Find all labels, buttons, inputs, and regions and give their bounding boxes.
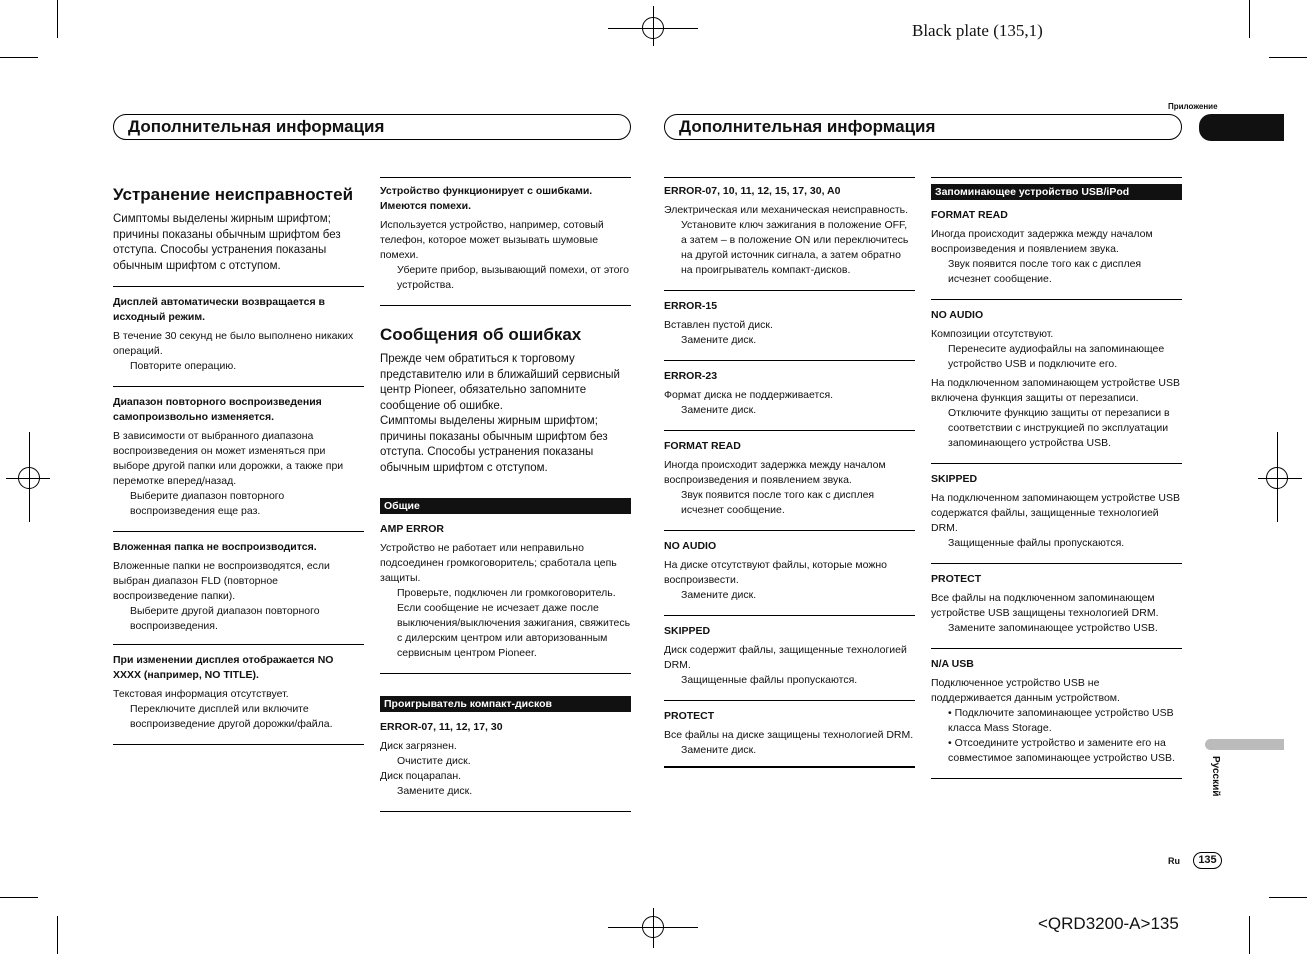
cause: Текстовая информация отсутствует.	[113, 688, 289, 700]
error-code: FORMAT READ	[664, 440, 741, 452]
action: Замените диск.	[681, 589, 757, 601]
crop-mark	[653, 908, 654, 948]
crop-mark	[0, 897, 38, 898]
error-code: NO AUDIO	[664, 540, 717, 552]
intro-text: Симптомы выделены жирным шрифтом; причины показаны обычным шрифтом без отступа. Способы устранения показаны обычным шрифтом с отступом.	[380, 415, 608, 474]
column-errors	[380, 177, 631, 820]
crop-mark	[6, 478, 50, 479]
action: Проверьте, подключен ли громкоговоритель. Если сообщение не исчезает даже после выключения/выключения зажигания, свяжитесь с дилерским центром или авторизованным сервисным центром Pioneer.	[397, 587, 631, 659]
action: Отключите функцию защиты от перезаписи в соответствии с инструкцией по эксплуатации запоминающего устройства USB.	[948, 407, 1170, 449]
symptom: Дисплей автоматически возвращается в исходный режим.	[113, 296, 326, 323]
action: Замените диск.	[397, 785, 473, 797]
chapter-tab	[1199, 114, 1284, 141]
cause: Вложенные папки не воспроизводятся, если выбран диапазон FLD (повторное воспроизведение папки).	[113, 560, 330, 602]
action: Повторите операцию.	[130, 360, 237, 372]
error-code: N/A USB	[931, 658, 974, 670]
action: Защищенные файлы пропускаются.	[948, 537, 1125, 549]
symptom: Диапазон повторного воспроизведения самопроизвольно изменяется.	[113, 396, 322, 423]
header-right: Дополнительная информация	[664, 114, 1182, 140]
cause: Диск содержит файлы, защищенные технологией DRM.	[664, 644, 907, 671]
action: Установите ключ зажигания в положение OFF, а затем – в положение ON или переключитесь на другой источник сигнала, а затем обратно на проигрыватель компакт-дисков.	[681, 219, 909, 276]
action: Выберите диапазон повторного воспроизведения еще раз.	[130, 490, 285, 517]
cause: Диск поцарапан.	[380, 770, 462, 782]
crop-mark	[1249, 916, 1250, 954]
error-code: PROTECT	[664, 710, 715, 722]
cause: Иногда происходит задержка между началом воспроизведения и появлением звука.	[931, 228, 1153, 255]
action: Замените диск.	[681, 334, 757, 346]
error-code: ERROR-07, 10, 11, 12, 15, 17, 30, A0	[664, 185, 841, 197]
error-code: SKIPPED	[664, 625, 711, 637]
cause: Подключенное устройство USB не поддерживается данным устройством.	[931, 677, 1120, 704]
cause: Электрическая или механическая неисправность.	[664, 204, 909, 216]
crop-mark	[57, 916, 58, 954]
crop-mark	[0, 57, 38, 58]
cause: На подключенном запоминающем устройстве USB содержатся файлы, защищенные технологией DRM.	[931, 492, 1181, 534]
subsection-bar: Проигрыватель компакт-дисков	[380, 696, 631, 712]
cause: Все файлы на подключенном запоминающем устройстве USB защищены технологией DRM.	[931, 592, 1159, 619]
section-title: Сообщения об ошибках	[380, 325, 582, 344]
footer-code: <QRD3200-A>135	[1038, 914, 1179, 933]
column-cd-errors	[664, 177, 915, 768]
header-left: Дополнительная информация	[113, 114, 631, 140]
language-tab	[1205, 739, 1284, 750]
cause: На подключенном запоминающем устройстве USB включена функция защиты от перезаписи.	[931, 377, 1181, 404]
page-lang: Ru	[1168, 856, 1180, 866]
cause: Формат диска не поддерживается.	[664, 389, 834, 401]
action: Замените запоминающее устройство USB.	[948, 622, 1158, 634]
error-code: AMP ERROR	[380, 523, 444, 535]
cause: Устройство не работает или неправильно подсоединен громкоговоритель; сработала цепь защиты.	[380, 542, 617, 584]
cause: На диске отсутствуют файлы, которые можно воспроизвести.	[664, 559, 888, 586]
cause: Все файлы на диске защищены технологией DRM.	[664, 729, 914, 741]
intro-text: Прежде чем обратиться к торговому представителю или в ближайший сервисный центр Pioneer, обязательно запомните сообщение об ошибке.	[380, 353, 620, 412]
error-code: ERROR-15	[664, 300, 718, 312]
error-code: ERROR-07, 11, 12, 17, 30	[380, 721, 503, 733]
action: Замените диск.	[681, 404, 757, 416]
cause: Вставлен пустой диск.	[664, 319, 773, 331]
crop-mark	[29, 432, 30, 522]
symptom: Устройство функционирует с ошибками. Имеются помехи.	[380, 185, 593, 212]
crop-mark	[1269, 57, 1307, 58]
symptom: Вложенная папка не воспроизводится.	[113, 541, 317, 553]
subsection-bar: Запоминающее устройство USB/iPod	[931, 184, 1182, 200]
action: Очистите диск.	[397, 755, 471, 767]
cause: Иногда происходит задержка между началом воспроизведения и появлением звука.	[664, 459, 886, 486]
subsection-bar: Общие	[380, 498, 631, 514]
action: Перенесите аудиофайлы на запоминающее устройство USB и подключите его.	[948, 343, 1165, 370]
section-title: Устранение неисправностей	[113, 185, 354, 204]
plate-label: Black plate (135,1)	[912, 21, 1043, 40]
action: Переключите дисплей или включите воспроизведение другой дорожки/файла.	[130, 703, 333, 730]
crop-mark	[1269, 897, 1307, 898]
column-troubleshooting	[113, 184, 364, 753]
action: Выберите другой диапазон повторного воспроизведения.	[130, 605, 320, 632]
cause: Композиции отсутствуют.	[931, 328, 1054, 340]
error-code: PROTECT	[931, 573, 982, 585]
error-code: NO AUDIO	[931, 309, 984, 321]
action: • Отсоедините устройство и замените его на совместимое запоминающее устройство USB.	[948, 737, 1175, 764]
cause: Используется устройство, например, сотовый телефон, которое может вызывать шумовые помехи.	[380, 219, 604, 261]
crop-mark	[57, 0, 58, 38]
cause: В зависимости от выбранного диапазона воспроизведения он может изменяться при выборе другой папки или дорожки, а также при перемотке вперед/назад.	[113, 430, 344, 487]
crop-mark	[1258, 478, 1302, 479]
action: • Подключите запоминающее устройство USB класса Mass Storage.	[948, 707, 1174, 734]
action: Уберите прибор, вызывающий помехи, от этого устройства.	[397, 264, 629, 291]
appendix-label: Приложение	[1168, 102, 1218, 111]
crop-mark	[1277, 432, 1278, 522]
error-code: SKIPPED	[931, 473, 978, 485]
error-code: FORMAT READ	[931, 209, 1008, 221]
action: Замените диск.	[681, 744, 757, 756]
cause: В течение 30 секунд не было выполнено никаких операций.	[113, 330, 354, 357]
crop-mark	[653, 6, 654, 46]
action: Защищенные файлы пропускаются.	[681, 674, 858, 686]
action: Звук появится после того как с дисплея исчезнет сообщение.	[681, 489, 875, 516]
intro-text: Симптомы выделены жирным шрифтом; причины показаны обычным шрифтом без отступа. Способы устранения показаны обычным шрифтом с отступом.	[113, 213, 341, 272]
action: Звук появится после того как с дисплея исчезнет сообщение.	[948, 258, 1142, 285]
crop-mark	[1249, 0, 1250, 38]
page-number: 135	[1193, 852, 1222, 869]
cause: Диск загрязнен.	[380, 740, 457, 752]
error-code: ERROR-23	[664, 370, 718, 382]
symptom: При изменении дисплея отображается NO XXXX (например, NO TITLE).	[113, 654, 334, 681]
language-tab-label: Русский	[1210, 756, 1221, 797]
column-usb-errors	[931, 177, 1182, 787]
